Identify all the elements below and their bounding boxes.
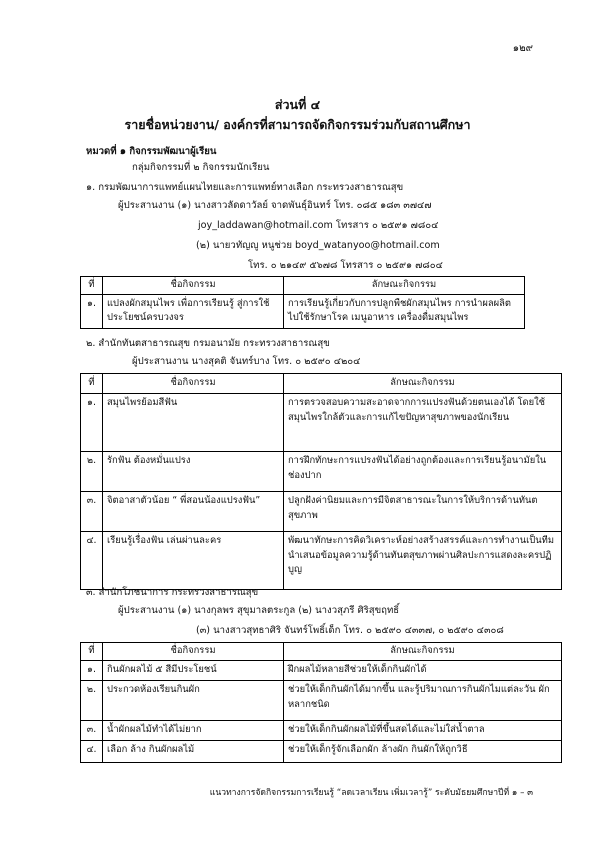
coordinator-line: ผู้ประสานงาน นางสุคติ จันทร์บาง โทร. ๐ ๒๕๙๐ ๔๒๐๔ <box>132 356 361 367</box>
row-activity-name: น้ำผักผลไม้ทำได้ไม่ยาก <box>103 721 284 741</box>
row-activity-desc: ช่วยให้เด็กกินผักได้มากขึ้น และรู้ปริมาณการกินผักไมแต่ละวัน ผักหลากชนิด <box>284 681 562 721</box>
row-activity-desc: ปลูกฝังค่านิยมและการมีจิตสาธารณะในการให้บริการด้านทันตสุขภาพ <box>284 492 562 532</box>
table-row <box>81 681 562 721</box>
row-activity-name: ประกวดห้องเรียนกินผัก <box>103 681 284 721</box>
activity-table <box>80 276 525 329</box>
table-header-row <box>81 277 525 295</box>
table-row <box>81 452 562 492</box>
header-activity-name: ชื่อกิจกรรม <box>103 374 284 394</box>
table-row <box>81 721 562 741</box>
group-heading: กลุ่มกิจกรรมที่ ๒ กิจกรรมนักเรียน <box>132 162 270 173</box>
category-heading: หมวดที่ ๑ กิจกรรมพัฒนาผู้เรียน <box>86 146 217 157</box>
row-no: ๑. <box>81 294 103 328</box>
row-no: ๓. <box>81 492 103 532</box>
table-header-row <box>81 374 562 394</box>
main-title: รายชื่อหน่วยงาน/ องค์กรที่สามารถจัดกิจกรรมร่วมกับสถานศึกษา <box>124 117 471 132</box>
coordinator-line: (๓) นางสาวสุทธาศิริ จันทร์โพธิ์เด็ก โทร. ๐ ๒๕๙๐ ๔๓๓๗, ๐ ๒๕๙๐ ๔๓๐๘ <box>196 625 504 636</box>
row-activity-desc: การฝึกทักษะการแปรงฟันได้อย่างถูกต้องและการเรียนรู้อนามัยในช่องปาก <box>284 452 562 492</box>
part-title: ส่วนที่ ๔ <box>274 97 321 112</box>
section-heading: ๒. สำนักทันตสาธารณสุข กรมอนามัย กระทรวงสาธารณสุข <box>86 338 330 349</box>
row-activity-desc: ฝึกผลไม้หลายสีช่วยให้เด็กกินผักได้ <box>284 661 562 681</box>
row-activity-name: แปลงผักสมุนไพร เพื่อการเรียนรู้ สู่การใช้ประโยชน์ครบวงจร <box>103 294 284 328</box>
coordinator-line: joy_laddawan@hotmail.com โทรสาร ๐ ๒๕๙๑ ๗๘๐๔ <box>198 220 439 231</box>
header-activity-desc: ลักษณะกิจกรรม <box>284 643 562 661</box>
header-no: ที่ <box>81 277 103 295</box>
row-activity-desc: ช่วยให้เด็กกินผักผลไม้ที่ขึ้นสดได้และไม่ใส่น้ำตาล <box>284 721 562 741</box>
row-activity-desc: การเรียนรู้เกี่ยวกับการปลูกพืชผักสมุนไพร การนำผลผลิตไปใช้รักษาโรค เมนูอาหาร เครื่องดื่มสมุนไพร <box>284 294 525 328</box>
section-heading: ๓. สำนักโภชนาการ กระทรวงสาธารณสุข <box>86 587 259 598</box>
table-row <box>81 661 562 681</box>
row-activity-name: รักฟัน ต้องหมั่นแปรง <box>103 452 284 492</box>
activity-table <box>80 642 562 763</box>
row-no: ๒. <box>81 452 103 492</box>
row-no: ๑. <box>81 661 103 681</box>
coordinator-line: (๒) นายวทัญญู หนูช่วย boyd_watanyoo@hotmail.com <box>196 240 440 251</box>
row-activity-name: สมุนไพรย้อมสีฟัน <box>103 394 284 452</box>
row-activity-name: เลือก ล้าง กินผักผลไม้ <box>103 741 284 763</box>
row-no: ๓. <box>81 721 103 741</box>
row-activity-name: กินผักผลไม้ ๕ สีมีประโยชน์ <box>103 661 284 681</box>
coordinator-line: ผู้ประสานงาน (๑) นางกุลพร สุขุมาลตระกูล (๒) นางวสุภรี ศิริสุขฤทธิ์ <box>118 605 400 616</box>
page-footer: แนวทางการจัดกิจกรรมการเรียนรู้ “ลดเวลาเรียน เพิ่มเวลารู้” ระดับมัธยมศึกษาปีที่ ๑ – ๓ <box>209 788 533 798</box>
header-activity-name: ชื่อกิจกรรม <box>103 277 284 295</box>
activity-table <box>80 373 562 590</box>
row-activity-desc: การตรวจสอบความสะอาดจากการแปรงฟันด้วยตนเองได้ โดยใช้สมุนไพรใกล้ตัวและการแก้ไขปัญหาสุขภาพของนักเรียน <box>284 394 562 452</box>
table-row <box>81 741 562 763</box>
row-no: ๑. <box>81 394 103 452</box>
table-row <box>81 532 562 590</box>
header-no: ที่ <box>81 643 103 661</box>
row-no: ๔. <box>81 532 103 590</box>
coordinator-line: โทร. ๐ ๒๑๔๙ ๕๖๗๘ โทรสาร ๐ ๒๕๙๑ ๗๘๐๔ <box>248 260 443 271</box>
section-heading: ๑. กรมพัฒนาการแพทย์แผนไทยและการแพทย์ทางเลือก กระทรวงสาธารณสุข <box>86 182 404 193</box>
coordinator-line: ผู้ประสานงาน (๑) นางสาวลัดดาวัลย์ จาดพันธุ์อินทร์ โทร. ๐๘๕ ๑๘๓ ๓๗๔๗ <box>118 200 432 211</box>
page-number: ๑๒๙ <box>512 43 533 54</box>
table-row <box>81 492 562 532</box>
row-activity-desc: พัฒนาทักษะการคิดวิเคราะห์อย่างสร้างสรรค์และการทำงานเป็นทีม นำเสนอข้อมูลความรู้ด้านทันตสุขภาพผ่านศิลปะการแสดงละครปฏิบูญ <box>284 532 562 590</box>
row-no: ๔. <box>81 741 103 763</box>
table-row <box>81 394 562 452</box>
header-activity-desc: ลักษณะกิจกรรม <box>284 374 562 394</box>
table-row <box>81 294 525 328</box>
table-header-row <box>81 643 562 661</box>
header-activity-desc: ลักษณะกิจกรรม <box>284 277 525 295</box>
header-no: ที่ <box>81 374 103 394</box>
header-activity-name: ชื่อกิจกรรม <box>103 643 284 661</box>
row-activity-desc: ช่วยให้เด็กรู้จักเลือกผัก ล้างผัก กินผักให้ถูกวิธี <box>284 741 562 763</box>
row-activity-name: เรียนรู้เรื่องฟัน เล่นผ่านละคร <box>103 532 284 590</box>
row-no: ๒. <box>81 681 103 721</box>
row-activity-name: จิตอาสาตัวน้อย “ พี่สอนน้องแปรงฟัน” <box>103 492 284 532</box>
